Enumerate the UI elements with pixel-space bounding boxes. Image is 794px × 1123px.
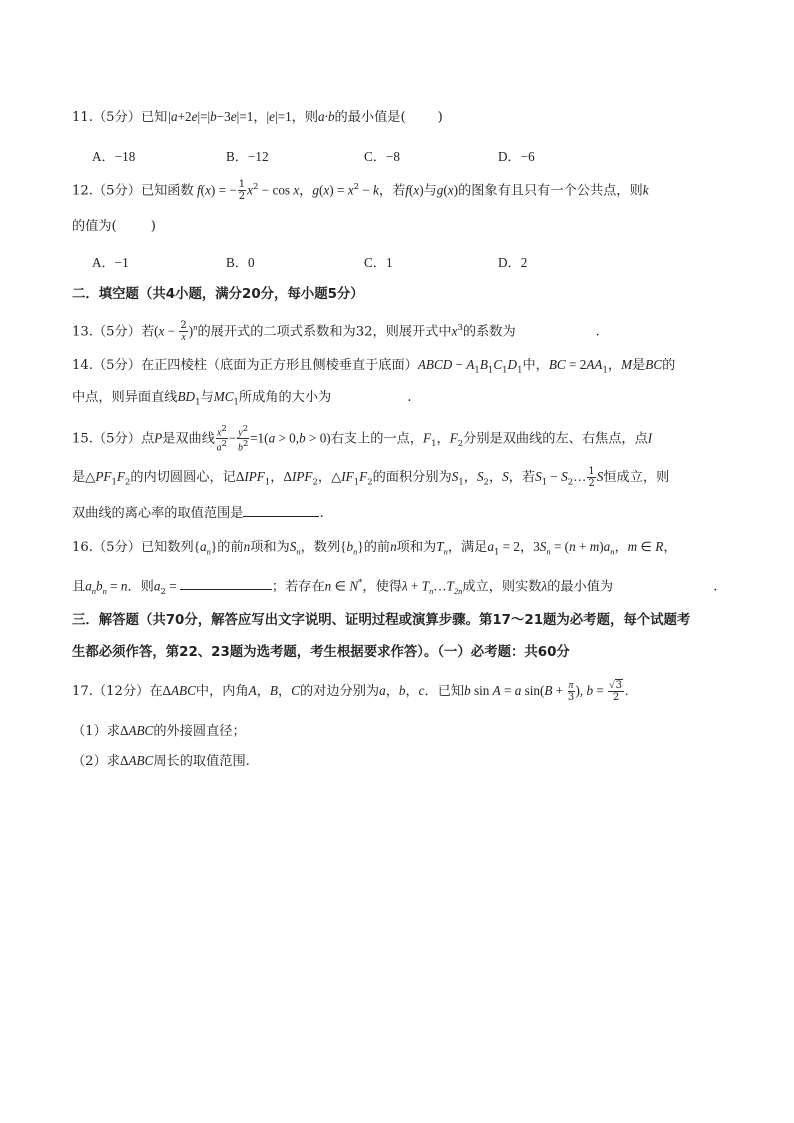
q12-stem-line1: 12.（5分）已知函数 f(x) = − $\frac{1}{2}$ $x^2 - \cos x$，$g(x) = x^2 - k$，若f(x)与g(x)的图象有且只有一个公共点，则k — [72, 179, 649, 203]
q15-answer-blank[interactable] — [243, 504, 319, 517]
q11-stem: 11.（5分）已知|a+2e|=|b−3e|=1，|e|=1，则a·b的最小值是( ) — [72, 109, 443, 125]
q16-answer-blank[interactable] — [180, 577, 272, 590]
section-3-heading-line2: 生都必须作答，第22、23题为选考题，考生根据要求作答）。（一）必考题：共60分 — [72, 645, 570, 660]
q17-part2: （2）求ΔABC周长的取值范围. — [72, 753, 250, 769]
q15-stem-line1: 15.（5分）点P是双曲线 $\frac{x^2}{a^2}$ − $\frac{y^2}{b^2}$ =1(a > 0,b > 0)右支上的一点，$F_1$，$F_2$分别是双曲线的左、右焦点，点I — [72, 424, 653, 454]
section-2-heading: 二．填空题（共4小题，满分20分，每小题5分） — [72, 287, 364, 302]
q12-option-d[interactable]: D．2 — [498, 255, 528, 270]
q12-stem-line2: 的值为( ) — [72, 219, 156, 234]
q12-option-b[interactable]: B．0 — [226, 255, 255, 270]
q12-option-a[interactable]: A．−1 — [92, 255, 129, 270]
q12-option-c[interactable]: C．1 — [364, 255, 393, 270]
q17-stem: 17.（12分）在ΔABC中，内角A，B，C的对边分别为a，b，c．已知b sin A = a sin(B + $\frac{\pi}{3}$ ), b = $\frac{√3}{2}$ . — [72, 680, 629, 703]
q11-option-a[interactable]: A．−18 — [92, 149, 136, 164]
q15-stem-line3: 双曲线的离心率的取值范围是 . — [72, 506, 324, 521]
q11-option-d[interactable]: D．−6 — [498, 149, 535, 164]
q11-option-b[interactable]: B．−12 — [226, 149, 269, 164]
q16-stem-line2: 且$a_nb_n = n$．则$a_2$ = ；若存在n ∈ N*，使得$\lambda + T_n\dots T_{2n}$成立，则实数λ的最小值为 . — [72, 578, 718, 598]
q17-part1: （1）求ΔABC的外接圆直径； — [72, 723, 246, 739]
q11-option-c[interactable]: C．−8 — [364, 149, 401, 164]
q14-stem-line2: 中点，则异面直线$BD_1$与$MC_1$所成角的大小为 . — [72, 389, 412, 408]
q15-stem-line2: 是$\triangle PF_1F_2$的内切圆圆心，记$\Delta IPF_1$，$\Delta IPF_2$，$\triangle IF_1F_2$的面积分别为$S_1$，$S_2$，S，若$S_1$ − $S_2\dots$ $\frac{1}{2}$ S恒成立，则 — [72, 466, 670, 489]
q13-stem: 13.（5分）若(x − $\frac{2}{x}$ )$^n$的展开式的二项式系数和为32，则展开式中$x^3$的系数为 . — [72, 320, 600, 344]
q16-stem-line1: 16.（5分）已知数列$\{a_n\}$的前n项和为$S_n$，数列$\{b_n\}$的前n项和为$T_n$，满足$a_1 = 2$，$3S_n = (n + m)a_n$，m ∈ R， — [72, 539, 677, 558]
section-3-heading-line1: 三．解答题（共70分，解答应写出文字说明、证明过程或演算步骤。第17～21题为必考题，每个试题考 — [72, 613, 691, 628]
q14-stem-line1: 14.（5分）在正四棱柱（底面为正方形且侧棱垂直于底面）ABCD − $A_1B_1C_1D_1$中，BC = $2AA_1$，M是BC的 — [72, 357, 676, 376]
